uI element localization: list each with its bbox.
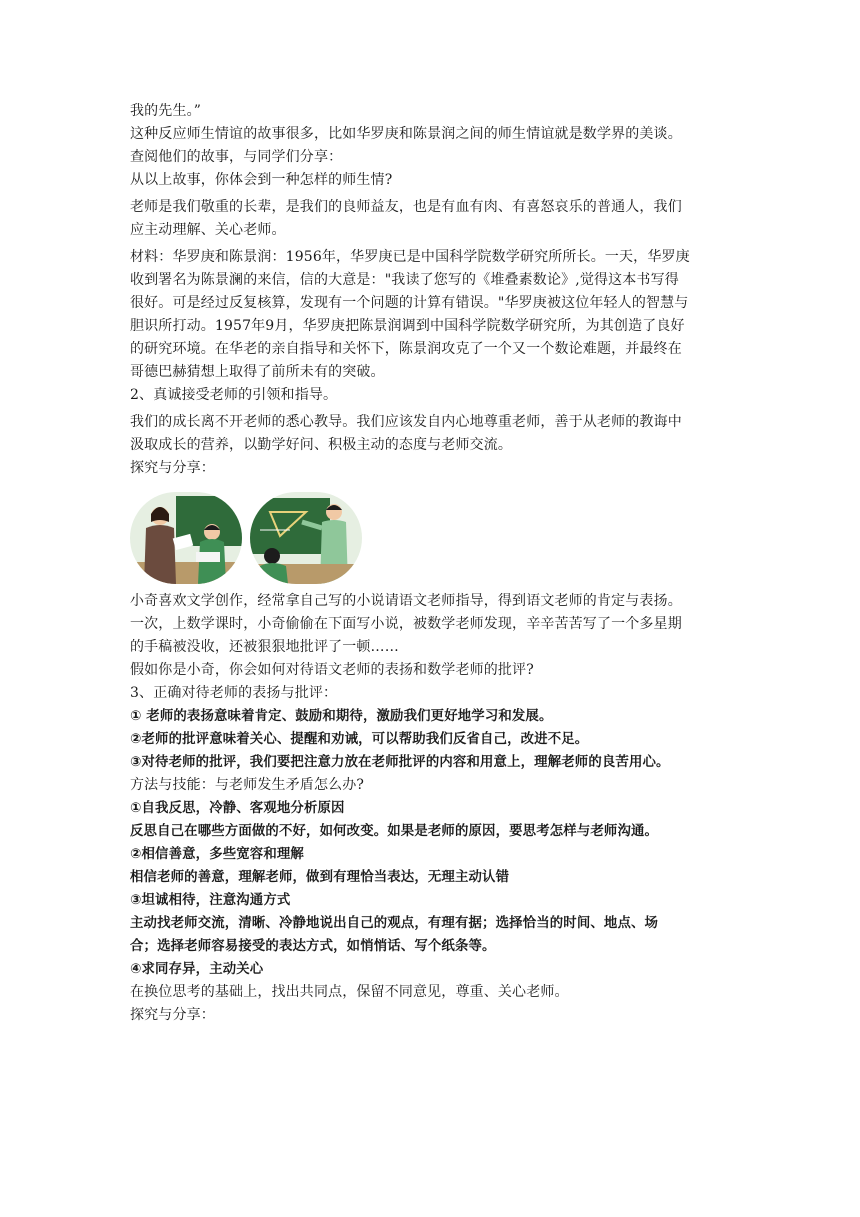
text-line: 探究与分享：: [130, 460, 215, 476]
text-line: 老师是我们敬重的长辈，是我们的良师益友，也是有血有肉、有喜怒哀乐的普通人，我们: [130, 199, 682, 215]
key-point: ②相信善意，多些宽容和理解: [130, 847, 304, 862]
key-point: ③坦诚相待，注意沟通方式: [130, 893, 291, 908]
key-point: ④求同存异，主动关心: [130, 962, 264, 977]
text-line: 哥德巴赫猜想上取得了前所未有的突破。: [130, 364, 385, 380]
illustration-row: [130, 492, 735, 584]
section-heading: 2、真诚接受老师的引领和指导。: [130, 387, 338, 403]
text-line: 很好。可是经过反复核算，发现有一个问题的计算有错误。"华罗庚被这位年轻人的智慧与: [130, 295, 689, 311]
key-point: ① 老师的表扬意味着肯定、鼓励和期待，激励我们更好地学习和发展。: [130, 709, 553, 724]
key-point: 主动找老师交流，清晰、冷静地说出自己的观点，有理有据；选择恰当的时间、地点、场: [130, 916, 659, 931]
text-line: 胆识所打动。1957年9月，华罗庚把陈景润调到中国科学院数学研究所，为其创造了良好: [130, 318, 685, 334]
text-line: 的手稿被没收，还被狠狠地批评了一顿……: [130, 639, 399, 655]
text-line: 应主动理解、关心老师。: [130, 222, 286, 238]
section-heading: 3、正确对待老师的表扬与批评：: [130, 685, 338, 701]
text-line: 从以上故事，你体会到一种怎样的师生情?: [130, 172, 393, 188]
text-line: 探究与分享：: [130, 1007, 215, 1023]
text-line: 小奇喜欢文学创作，经常拿自己写的小说请语文老师指导，得到语文老师的肯定与表扬。: [130, 593, 682, 609]
key-point: 相信老师的善意，理解老师，做到有理恰当表达，无理主动认错: [130, 870, 510, 885]
text-line: 一次，上数学课时，小奇偷偷在下面写小说，被数学老师发现，辛辛苦苦写了一个多星期: [130, 616, 682, 632]
text-line: 方法与技能：与老师发生矛盾怎么办?: [130, 777, 365, 793]
text-line: 我的先生。”: [130, 103, 202, 119]
text-line: 我们的成长离不开老师的悉心教导。我们应该发自内心地尊重老师，善于从老师的教诲中: [130, 414, 682, 430]
key-point: 合；选择老师容易接受的表达方式，如悄悄话、写个纸条等。: [130, 939, 496, 954]
text-line: 收到署名为陈景澜的来信，信的大意是："我读了您写的《堆叠素数论》,觉得这本书写得: [130, 272, 679, 288]
text-line: 的研究环境。在华老的亲自指导和关怀下，陈景润攻克了一个又一个数论难题，并最终在: [130, 341, 682, 357]
teacher-blackboard-illustration: [250, 492, 362, 584]
text-line: 材料：华罗庚和陈景润：1956年，华罗庚已是中国科学院数学研究所所长。一天，华罗庚: [130, 249, 690, 265]
text-line: 查阅他们的故事，与同学们分享：: [130, 149, 343, 165]
text-line: 假如你是小奇，你会如何对待语文老师的表扬和数学老师的批评?: [130, 662, 534, 678]
key-point: ①自我反思，冷静、客观地分析原因: [130, 801, 345, 816]
document-page: [130, 100, 735, 1027]
key-point: ③对待老师的批评，我们要把注意力放在老师批评的内容和用意上，理解老师的良苦用心。: [130, 755, 670, 770]
text-line: 这种反应师生情谊的故事很多，比如华罗庚和陈景润之间的师生情谊就是数学界的美谈。: [130, 126, 682, 142]
teacher-praise-illustration: [130, 492, 242, 584]
key-point: ②老师的批评意味着关心、提醒和劝诫，可以帮助我们反省自己，改进不足。: [130, 732, 589, 747]
text-line: 汲取成长的营养，以勤学好问、积极主动的态度与老师交流。: [130, 437, 513, 453]
key-point: 反思自己在哪些方面做的不好，如何改变。如果是老师的原因，要思考怎样与老师沟通。: [130, 824, 659, 839]
text-line: 在换位思考的基础上，找出共同点，保留不同意见，尊重、关心老师。: [130, 984, 569, 1000]
